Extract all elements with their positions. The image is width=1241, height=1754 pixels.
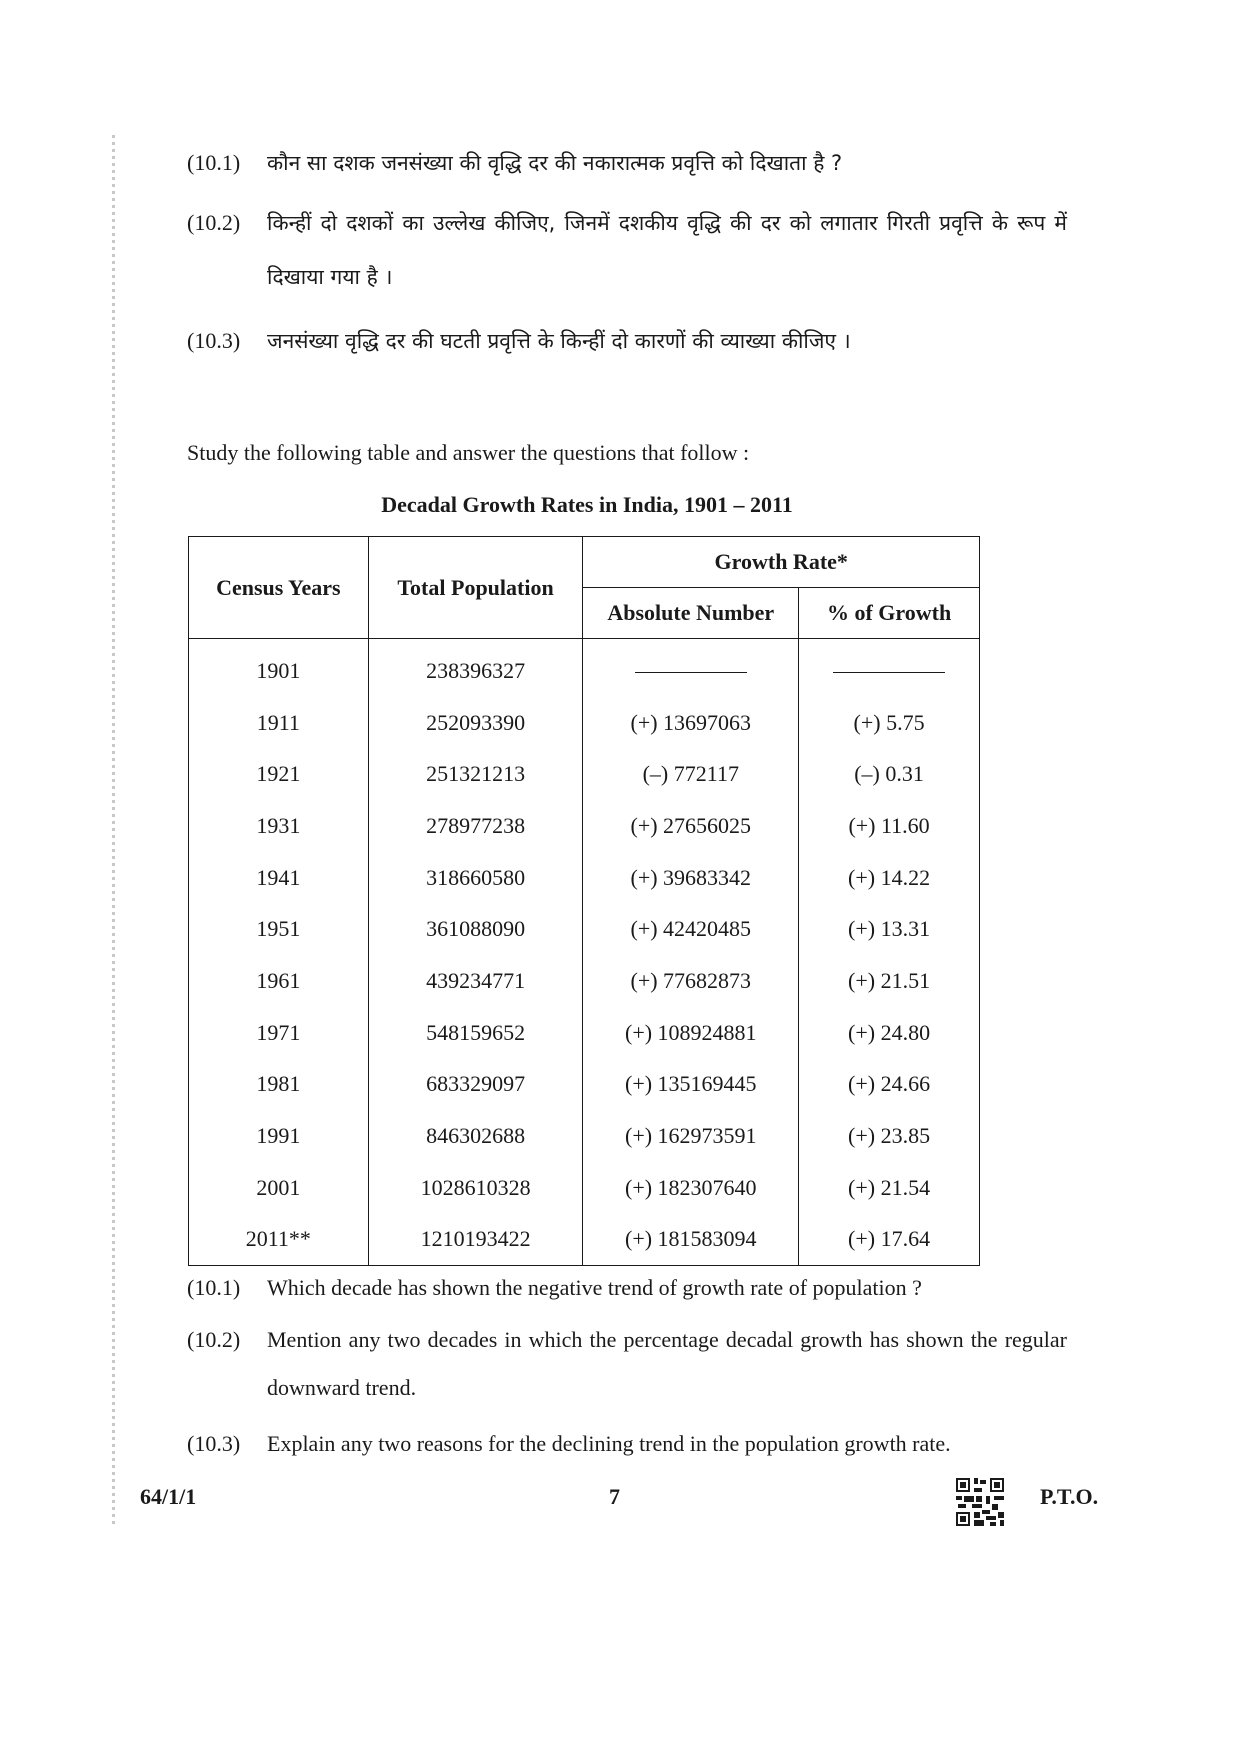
english-question-10-3 <box>187 1420 1067 1468</box>
header-percent-growth: % of Growth <box>799 588 980 639</box>
table-row <box>189 1162 980 1214</box>
cell-year: 1921 <box>189 748 369 800</box>
cell-year: 2001 <box>189 1162 369 1214</box>
dash-line <box>833 672 945 673</box>
cell-percent: (–) 0.31 <box>799 748 980 800</box>
cell-percent: (+) 21.51 <box>799 955 980 1007</box>
table-row <box>189 1214 980 1266</box>
question-text: Which decade has shown the negative trend of growth rate of population ? <box>267 1275 922 1300</box>
question-text: Explain any two reasons for the declining trend in the population growth rate. <box>267 1431 951 1456</box>
cell-absolute: (+) 27656025 <box>583 800 799 852</box>
cell-population: 251321213 <box>368 748 583 800</box>
cell-year: 1951 <box>189 903 369 955</box>
instruction-text: Study the following table and answer the questions that follow : <box>187 440 750 465</box>
english-question-10-1 <box>187 1264 1067 1312</box>
cell-percent: (+) 13.31 <box>799 903 980 955</box>
table-row <box>189 1059 980 1111</box>
pto-label: P.T.O. <box>1040 1484 1099 1509</box>
cell-percent: (+) 24.80 <box>799 1007 980 1059</box>
cell-absolute: (–) 772117 <box>583 748 799 800</box>
cell-percent-empty <box>799 639 980 697</box>
question-number: (10.2) <box>187 1327 241 1352</box>
cell-population: 683329097 <box>368 1059 583 1111</box>
table-row <box>189 800 980 852</box>
decadal-growth-table <box>188 536 980 1266</box>
question-text: जनसंख्या वृद्धि दर की घटती प्रवृत्ति के किन्हीं दो कारणों की व्याख्या कीजिए । <box>267 329 851 353</box>
header-absolute-number: Absolute Number <box>583 588 799 639</box>
cell-absolute: (+) 182307640 <box>583 1162 799 1214</box>
cell-population: 252093390 <box>368 697 583 749</box>
hindi-question-10-2 <box>187 196 1067 304</box>
side-security-strip <box>112 135 115 1525</box>
cell-year: 1931 <box>189 800 369 852</box>
cell-population: 318660580 <box>368 852 583 904</box>
table-title: Decadal Growth Rates in India, 1901 – 2011 <box>381 492 793 517</box>
cell-population: 361088090 <box>368 903 583 955</box>
question-text: किन्हीं दो दशकों का उल्लेख कीजिए, जिनमें दशकीय वृद्धि की दर को लगातार गिरती प्रवृत्ति के रूप में दिखाया गया है । <box>267 211 1067 289</box>
qr-code-icon <box>956 1478 1004 1526</box>
cell-year: 1961 <box>189 955 369 1007</box>
hindi-question-10-1 <box>187 136 1067 190</box>
cell-percent: (+) 24.66 <box>799 1059 980 1111</box>
table-row <box>189 852 980 904</box>
question-number: (10.3) <box>187 1431 241 1456</box>
table-row <box>189 955 980 1007</box>
header-growth-rate: Growth Rate* <box>583 537 980 588</box>
question-number: (10.1) <box>187 150 241 175</box>
cell-absolute: (+) 162973591 <box>583 1110 799 1162</box>
question-number: (10.3) <box>187 328 241 353</box>
cell-percent: (+) 21.54 <box>799 1162 980 1214</box>
cell-percent: (+) 5.75 <box>799 697 980 749</box>
cell-population: 439234771 <box>368 955 583 1007</box>
cell-population: 1210193422 <box>368 1214 583 1266</box>
cell-absolute: (+) 39683342 <box>583 852 799 904</box>
cell-year: 1971 <box>189 1007 369 1059</box>
question-number: (10.2) <box>187 210 241 235</box>
cell-absolute: (+) 181583094 <box>583 1214 799 1266</box>
cell-year: 2011** <box>189 1214 369 1266</box>
cell-population: 548159652 <box>368 1007 583 1059</box>
cell-percent: (+) 11.60 <box>799 800 980 852</box>
cell-percent: (+) 17.64 <box>799 1214 980 1266</box>
cell-percent: (+) 14.22 <box>799 852 980 904</box>
table-row <box>189 903 980 955</box>
header-census-years: Census Years <box>189 537 369 639</box>
cell-population: 846302688 <box>368 1110 583 1162</box>
cell-year: 1941 <box>189 852 369 904</box>
cell-absolute: (+) 77682873 <box>583 955 799 1007</box>
cell-absolute: (+) 42420485 <box>583 903 799 955</box>
cell-absolute: (+) 135169445 <box>583 1059 799 1111</box>
question-text: Mention any two decades in which the percentage decadal growth has shown the regular downward trend. <box>267 1327 1067 1400</box>
question-number: (10.1) <box>187 1275 241 1300</box>
cell-percent: (+) 23.85 <box>799 1110 980 1162</box>
cell-year: 1901 <box>189 639 369 697</box>
cell-absolute: (+) 13697063 <box>583 697 799 749</box>
table-row <box>189 697 980 749</box>
question-text: कौन सा दशक जनसंख्या की वृद्धि दर की नकारात्मक प्रवृत्ति को दिखाता है ? <box>267 151 843 175</box>
cell-absolute: (+) 108924881 <box>583 1007 799 1059</box>
paper-code: 64/1/1 <box>140 1484 197 1509</box>
table-row <box>189 639 980 697</box>
cell-population: 1028610328 <box>368 1162 583 1214</box>
table-row <box>189 1007 980 1059</box>
cell-population: 238396327 <box>368 639 583 697</box>
cell-year: 1981 <box>189 1059 369 1111</box>
table-row <box>189 1110 980 1162</box>
english-question-10-2 <box>187 1316 1067 1412</box>
cell-population: 278977238 <box>368 800 583 852</box>
hindi-question-10-3 <box>187 314 1067 368</box>
table-row <box>189 748 980 800</box>
page-number: 7 <box>609 1484 620 1509</box>
dash-line <box>635 672 747 673</box>
cell-year: 1991 <box>189 1110 369 1162</box>
header-total-population: Total Population <box>368 537 583 639</box>
cell-year: 1911 <box>189 697 369 749</box>
cell-absolute-empty <box>583 639 799 697</box>
